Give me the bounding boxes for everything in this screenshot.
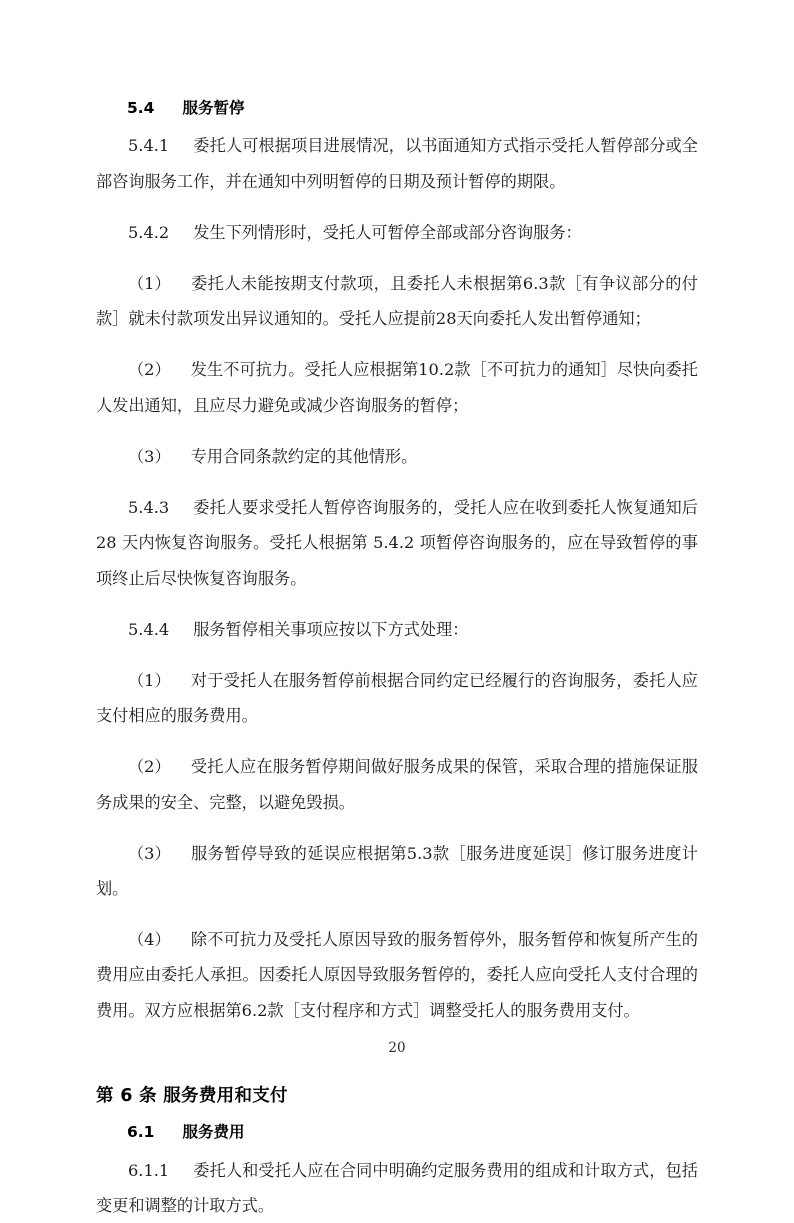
list-item-5-4-4-2-label: （2） xyxy=(128,757,171,777)
heading-5-4-title: 服务暂停 xyxy=(182,99,245,117)
list-item-5-4-2-3 xyxy=(96,439,698,474)
spacer xyxy=(96,647,698,663)
paragraph-6-1-1-text: 委托人和受托人应在合同中明确约定服务费用的组成和计取方式，包括变更和调整的计取方式。 xyxy=(96,1160,698,1215)
list-item-5-4-4-3-text: 服务暂停导致的延误应根据第5.3款［服务进度延误］修订服务进度计划。 xyxy=(96,843,698,898)
paragraph-6-1-1 xyxy=(96,1153,698,1223)
paragraph-5-4-1 xyxy=(96,128,698,198)
spacer xyxy=(96,906,698,922)
spacer xyxy=(96,199,698,215)
heading-article-6 xyxy=(96,1084,698,1109)
list-item-5-4-4-3 xyxy=(96,836,698,906)
list-item-5-4-2-2 xyxy=(96,352,698,422)
list-item-5-4-4-4-label: （4） xyxy=(128,930,171,950)
spacer xyxy=(96,250,698,266)
spacer xyxy=(96,84,698,97)
heading-5-4-number: 5.4 xyxy=(127,99,155,117)
paragraph-5-4-1-text: 委托人可根据项目进展情况，以书面通知方式指示受托人暂停部分或全部咨询服务工作，并在通知中列明暂停的日期及预计暂停的期限。 xyxy=(96,136,698,191)
heading-6-1 xyxy=(96,1121,698,1143)
paragraph-6-1-1-label: 6.1.1 xyxy=(128,1160,170,1180)
spacer xyxy=(96,119,698,128)
spacer xyxy=(96,820,698,836)
list-item-5-4-4-1 xyxy=(96,663,698,733)
paragraph-5-4-2-text: 发生下列情形时，受托人可暂停全部或部分咨询服务： xyxy=(193,222,582,242)
paragraph-5-4-4-text: 服务暂停相关事项应按以下方式处理： xyxy=(193,619,469,639)
list-item-5-4-2-3-text: 专用合同条款约定的其他情形。 xyxy=(190,446,418,466)
heading-6-1-number: 6.1 xyxy=(127,1123,155,1142)
list-item-5-4-4-3-label: （3） xyxy=(128,843,171,863)
paragraph-5-4-2 xyxy=(96,215,698,250)
paragraph-5-4-2-label: 5.4.2 xyxy=(128,222,170,242)
list-item-5-4-2-3-label: （3） xyxy=(128,446,171,466)
paragraph-5-4-4-label: 5.4.4 xyxy=(128,619,170,639)
spacer xyxy=(96,733,698,749)
heading-article-6-text: 第 6 条 服务费用和支付 xyxy=(96,1085,288,1106)
paragraph-5-4-4 xyxy=(96,612,698,647)
list-item-5-4-2-1 xyxy=(96,266,698,336)
list-item-5-4-4-4-text: 除不可抗力及受托人原因导致的服务暂停外，服务暂停和恢复所产生的费用应由委托人承担。因委托人原因导致服务暂停的，委托人应向受托人支付合理的费用。双方应根据第6.2款［支付程序和方式］调整受托人的服务费用支付。 xyxy=(96,930,698,1020)
list-item-5-4-2-1-text: 委托人未能按期支付款项，且委托人未根据第6.3款［有争议部分的付款］就未付款项发出异议通知的。受托人应提前28天向委托人发出暂停通知； xyxy=(96,274,698,329)
page-number: 20 xyxy=(388,1040,406,1056)
spacer xyxy=(96,1109,698,1121)
list-item-5-4-4-4 xyxy=(96,922,698,1028)
list-item-5-4-4-1-label: （1） xyxy=(128,670,171,690)
heading-6-1-title: 服务费用 xyxy=(182,1123,245,1142)
list-item-5-4-2-1-label: （1） xyxy=(128,274,171,294)
paragraph-5-4-3-label: 5.4.3 xyxy=(128,498,170,518)
list-item-5-4-2-2-text: 发生不可抗力。受托人应根据第10.2款［不可抗力的通知］尽快向委托人发出通知，且应尽力避免或减少咨询服务的暂停； xyxy=(96,360,698,415)
list-item-5-4-4-1-text: 对于受托人在服务暂停前根据合同约定已经履行的咨询服务，委托人应支付相应的服务费用。 xyxy=(96,670,698,726)
spacer xyxy=(96,336,698,352)
paragraph-5-4-3-text: 委托人要求受托人暂停咨询服务的，受托人应在收到委托人恢复通知后 28 天内恢复咨询服务。受托人根据第 5.4.2 项暂停咨询服务的，应在导致暂停的事项终止后尽快恢复咨询服务。 xyxy=(96,498,698,588)
list-item-5-4-4-2-text: 受托人应在服务暂停期间做好服务成果的保管，采取合理的措施保证服务成果的安全、完整，以避免毁损。 xyxy=(96,757,698,812)
spacer xyxy=(96,1144,698,1153)
paragraph-5-4-1-label: 5.4.1 xyxy=(128,136,170,156)
paragraph-5-4-3 xyxy=(96,490,698,596)
spacer xyxy=(96,423,698,439)
list-item-5-4-2-2-label: （2） xyxy=(128,360,171,380)
spacer xyxy=(96,474,698,490)
spacer xyxy=(96,596,698,612)
list-item-5-4-4-2 xyxy=(96,749,698,819)
heading-5-4 xyxy=(96,97,698,119)
